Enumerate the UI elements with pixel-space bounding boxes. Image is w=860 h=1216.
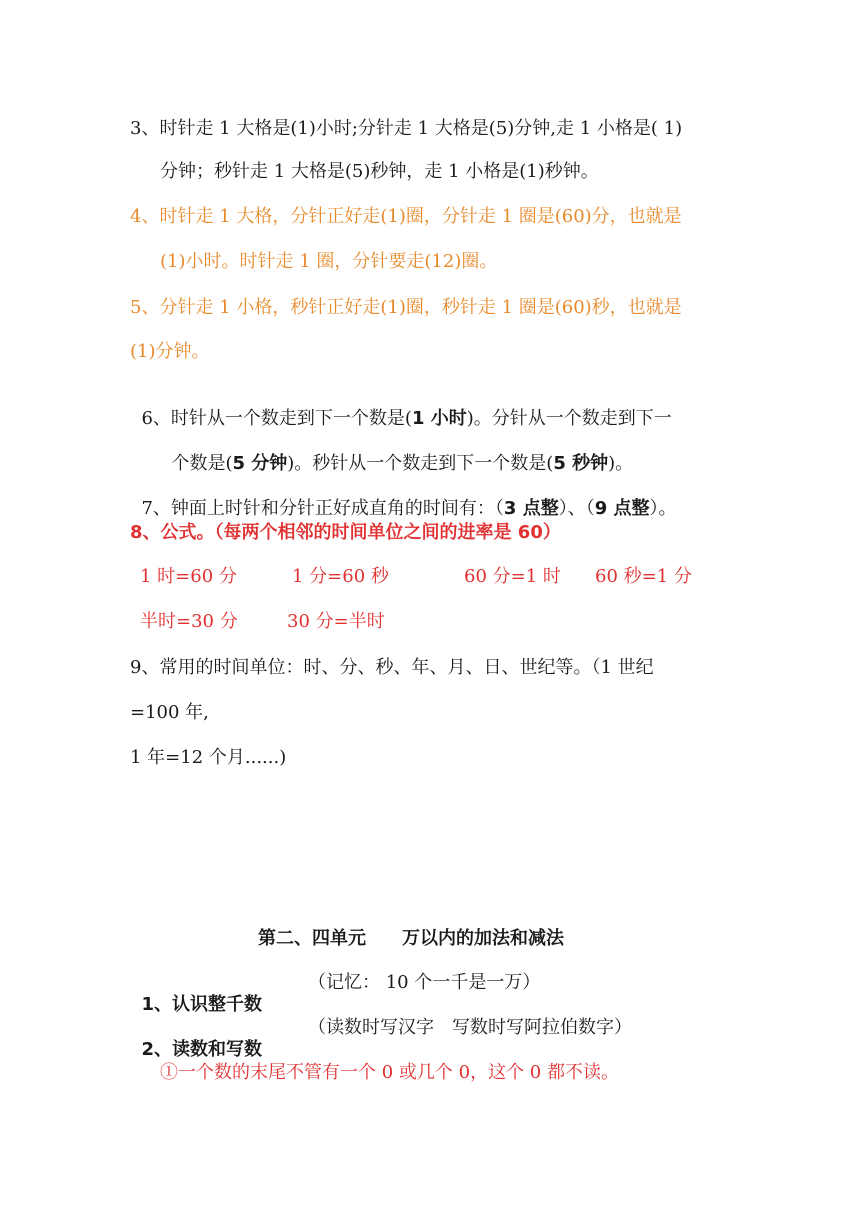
line-6a-post: )。分针从一个数走到下一 bbox=[466, 408, 672, 429]
line-7-pre: 7、钟面上时针和分针正好成直角的时间有：（ bbox=[141, 498, 504, 519]
section-item-2-note: （读数时写汉字 写数时写阿拉伯数字） bbox=[308, 1017, 632, 1038]
formula-4: 60 秒=1 分 bbox=[595, 566, 692, 587]
section-item-1-note: （记忆： 10 个一千是一万） bbox=[308, 972, 541, 993]
line-3a: 3、时针走 1 大格是(1)小时;分针走 1 大格是(5)分钟,走 1 小格是( 1) bbox=[130, 118, 683, 139]
line-6b-answer-1: 5 分钟 bbox=[232, 453, 288, 474]
line-7-answer-2: 9 点整 bbox=[594, 498, 650, 519]
formula-5: 半时=30 分 bbox=[140, 611, 238, 632]
formula-3: 60 分=1 时 bbox=[464, 566, 561, 587]
line-6b-answer-2: 5 秒钟 bbox=[553, 453, 609, 474]
line-6a bbox=[130, 386, 672, 430]
line-6b-post: )。 bbox=[608, 453, 634, 474]
line-6a-pre: 6、时针从一个数走到下一个数是( bbox=[141, 408, 412, 429]
line-7-mid: ）、（ bbox=[558, 498, 595, 519]
line-4b: (1)小时。时针走 1 圈，分针要走(12)圈。 bbox=[160, 251, 498, 272]
section-item-2-label: 2、读数和写数 bbox=[141, 1039, 262, 1060]
line-9c: 1 年=12 个月......) bbox=[130, 747, 287, 768]
line-3b: 分钟；秒针走 1 大格是(5)秒钟，走 1 小格是(1)秒钟。 bbox=[160, 161, 599, 182]
line-6b-mid: )。秒针从一个数走到下一个数是( bbox=[287, 453, 554, 474]
line-9b: =100 年, bbox=[130, 702, 209, 723]
line-5b: (1)分钟。 bbox=[130, 341, 210, 362]
line-5a: 5、分针走 1 小格，秒针正好走(1)圈，秒针走 1 圈是(60)秒，也就是 bbox=[130, 297, 682, 318]
formula-6: 30 分=半时 bbox=[287, 611, 385, 632]
line-7 bbox=[130, 476, 677, 520]
section-item-1-label: 1、认识整千数 bbox=[141, 994, 262, 1015]
line-7-answer-1: 3 点整 bbox=[503, 498, 559, 519]
formula-1: 1 时=60 分 bbox=[140, 566, 237, 587]
section-item-2 bbox=[130, 1017, 262, 1061]
section-item-1 bbox=[130, 972, 262, 1016]
line-9a: 9、常用的时间单位：时、分、秒、年、月、日、世纪等。（1 世纪 bbox=[130, 657, 654, 678]
section-item-2-rule: ①一个数的末尾不管有一个 0 或几个 0，这个 0 都不读。 bbox=[160, 1062, 619, 1083]
line-6b-pre: 个数是( bbox=[171, 453, 233, 474]
line-7-post: ）。 bbox=[649, 498, 677, 519]
line-8-heading: 8、公式。（每两个相邻的时间单位之间的进率是 60） bbox=[130, 522, 561, 543]
formula-2: 1 分=60 秒 bbox=[292, 566, 389, 587]
line-6a-answer: 1 小时 bbox=[411, 408, 467, 429]
line-6b bbox=[160, 431, 633, 475]
section-title: 第二、四单元 万以内的加法和减法 bbox=[258, 928, 564, 949]
line-4a: 4、时针走 1 大格，分针正好走(1)圈，分针走 1 圈是(60)分，也就是 bbox=[130, 206, 682, 227]
